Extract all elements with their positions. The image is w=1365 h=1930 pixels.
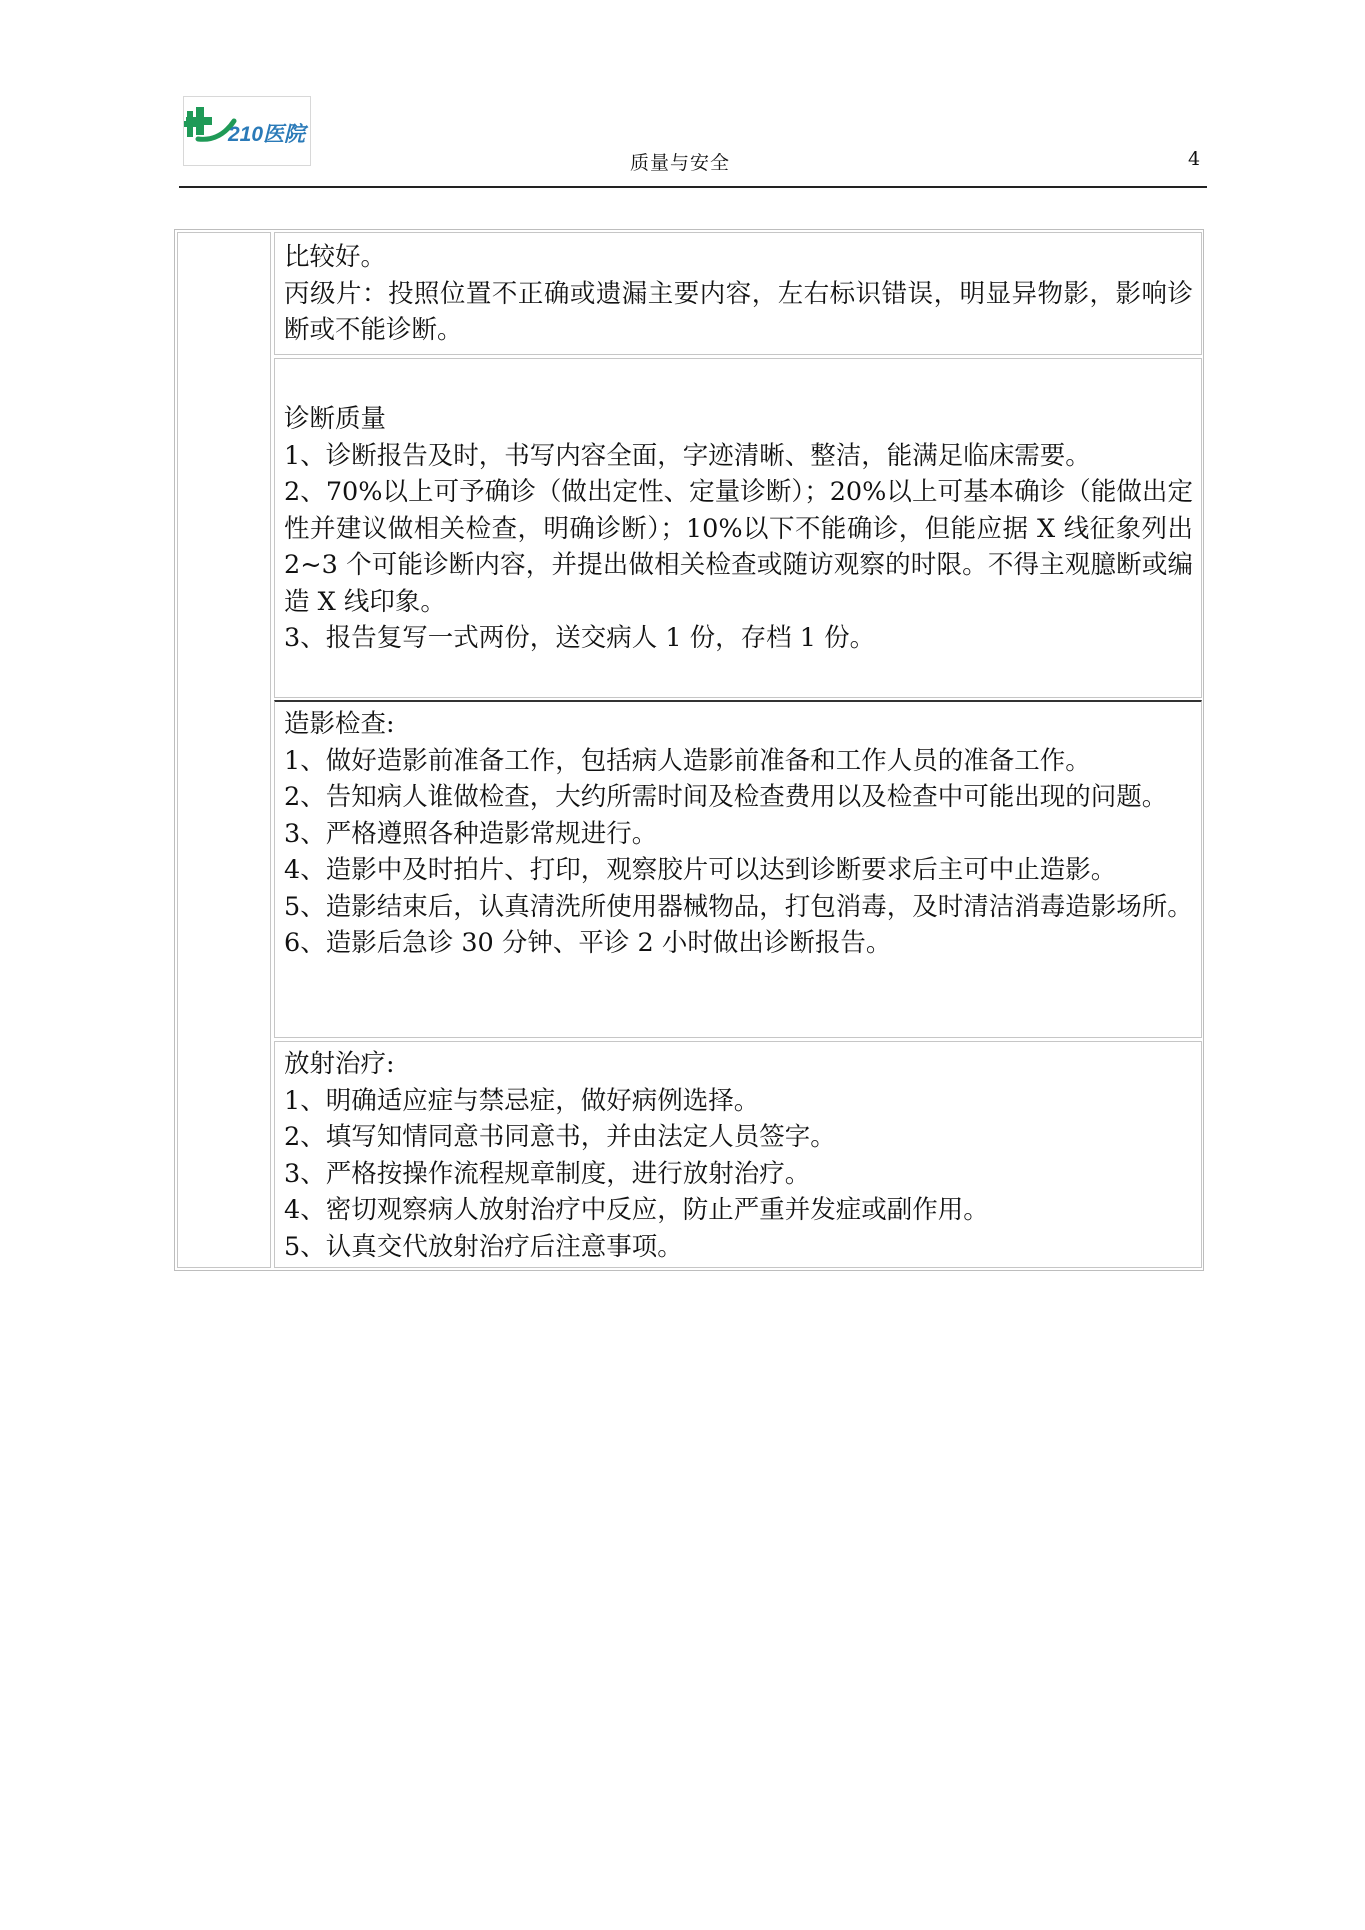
cell-text-line: 5、认真交代放射治疗后注意事项。 bbox=[284, 1231, 683, 1262]
cell-text-line: 6、造影后急诊 30 分钟、平诊 2 小时做出诊断报告。 bbox=[284, 928, 892, 958]
cell-text-line: 2、填写知情同意书同意书，并由法定人员签字。 bbox=[284, 1122, 836, 1152]
table-cell-diagnosis-quality bbox=[274, 358, 1202, 698]
cell-text-line: 3、报告复写一式两份，送交病人 1 份，存档 1 份。 bbox=[284, 623, 876, 653]
page-number: 4 bbox=[1188, 148, 1201, 170]
hospital-logo-mark bbox=[184, 97, 310, 165]
hospital-logo bbox=[183, 96, 311, 166]
cell-text-line: 1、明确适应症与禁忌症，做好病例选择。 bbox=[284, 1085, 760, 1116]
cell-text-line: 3、严格遵照各种造影常规进行。 bbox=[284, 818, 658, 849]
cell-heading: 诊断质量 bbox=[284, 404, 387, 434]
cell-text-line: 比较好。 bbox=[284, 242, 387, 272]
cell-text-line: 丙级片：投照位置不正确或遗漏主要内容，左右标识错误，明显异物影，影响诊断或不能诊断。 bbox=[284, 278, 1193, 345]
table-cell-contrast-exam bbox=[274, 700, 1202, 1038]
cell-text-line: 2、告知病人谁做检查，大约所需时间及检查费用以及检查中可能出现的问题。 bbox=[284, 782, 1168, 812]
logo-text: 210医院 bbox=[228, 123, 306, 146]
cell-heading: 放射治疗: bbox=[284, 1049, 395, 1079]
header-title: 质量与安全 bbox=[629, 152, 730, 174]
table-left-column-cell bbox=[177, 232, 271, 1268]
cell-text-line: 5、造影结束后，认真清洗所使用器械物品，打包消毒，及时清洁消毒造影场所。 bbox=[284, 891, 1193, 922]
table-cell-radiotherapy bbox=[274, 1041, 1202, 1268]
cell-text-line: 1、诊断报告及时，书写内容全面，字迹清晰、整洁，能满足临床需要。 bbox=[284, 440, 1091, 471]
cell-text-line: 4、造影中及时拍片、打印，观察胶片可以达到诊断要求后主可中止造影。 bbox=[284, 855, 1117, 885]
cell-text-line: 2、70%以上可予确诊（做出定性、定量诊断）；20%以上可基本确诊（能做出定性并建议做相关检查，明确诊断）；10%以下不能确诊，但能应据 X 线征象列出 2~3 个可能诊断内容，并提出做相关检查或随访观察的时限。不得主观臆断或编造 X 线印象。 bbox=[284, 477, 1193, 617]
cell-text-line: 3、严格按操作流程规章制度，进行放射治疗。 bbox=[284, 1158, 811, 1189]
cell-heading: 造影检查: bbox=[284, 709, 395, 739]
header-rule bbox=[179, 186, 1207, 188]
cell-text-line: 4、密切观察病人放射治疗中反应，防止严重并发症或副作用。 bbox=[284, 1195, 989, 1225]
cell-text-line: 1、做好造影前准备工作，包括病人造影前准备和工作人员的准备工作。 bbox=[284, 745, 1091, 776]
table-cell-film-grading bbox=[274, 232, 1202, 355]
